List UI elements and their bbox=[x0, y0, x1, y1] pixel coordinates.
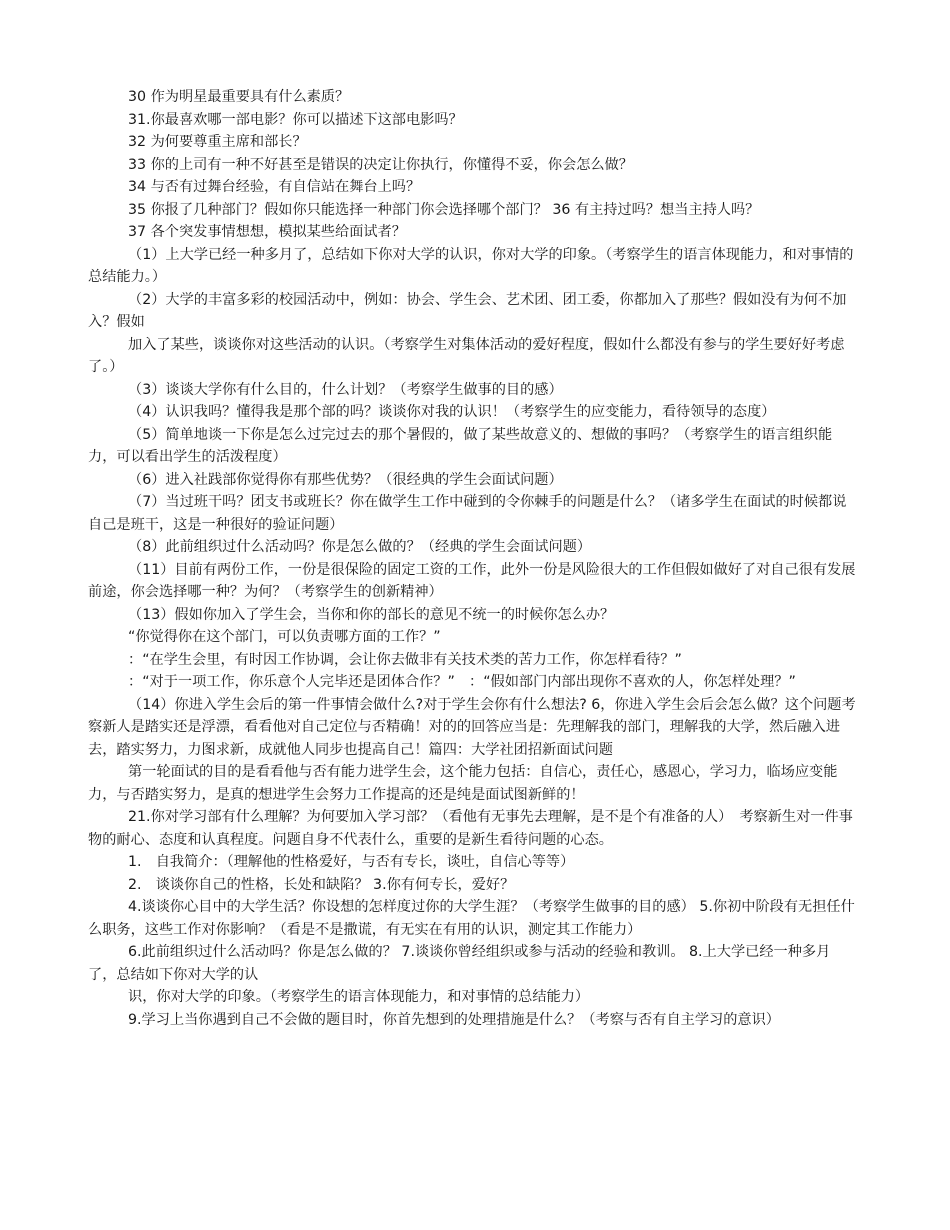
paragraph-31: 31.你最喜欢哪一部电影？你可以描述下这部电影吗？ bbox=[128, 111, 463, 128]
paragraph-21: 21.你对学习部有什么理解？为何要加入学习部？（看他有无事先去理解，是不是个有准备的人） 考察新生对一件事物的耐心、态度和认真程度。问题自身不代表什么，重要的是新生看待问题的心态。 bbox=[88, 809, 853, 848]
paragraph-item-11: （11）目前有两份工作，一份是很保险的固定工资的工作，此外一份是风险很大的工作但假如做好了对自己很有发展前途，你会选择哪一种？为何？（考察学生的创新精神） bbox=[88, 561, 856, 600]
paragraph-30: 30 作为明星最重要具有什么素质？ bbox=[128, 89, 350, 105]
paragraph-list-9: 9.学习上当你遇到自己不会做的题目时，你首先想到的处理措施是什么？（考察与否有自主学习的意识） bbox=[128, 1011, 780, 1028]
paragraph-item-2-cont: 加入了某些，谈谈你对这些活动的认识。（考察学生对集体活动的爱好程度，假如什么都没有参与的学生要好好考虑了。） bbox=[88, 336, 845, 375]
paragraph-list-4: 4.谈谈你心目中的大学生活？你设想的怎样度过你的大学生涯？（考察学生做事的目的感） 5.你初中阶段有无担任什么职务，这些工作对你影响？（看是不是撒谎，有无实在有用的认识，测定其工作能力） bbox=[88, 899, 855, 938]
paragraph-item-1: （1）上大学已经一种多月了，总结如下你对大学的认识，你对大学的印象。（考察学生的语言体现能力，和对事情的总结能力。） bbox=[88, 246, 854, 285]
paragraph-first-round: 第一轮面试的目的是看看他与否有能力进学生会，这个能力包括：自信心，责任心，感恩心，学习力，临场应变能力，与否踏实努力，是真的想进学生会努力工作提高的还是纯是面试图新鲜的！ bbox=[88, 764, 838, 803]
document-body bbox=[88, 86, 858, 1031]
paragraph-item-4: （4）认识我吗？懂得我是那个部的吗？谈谈你对我的认识！（考察学生的应变能力，看待领导的态度） bbox=[128, 404, 776, 420]
paragraph-item-6: （6）进入社践部你觉得你有那些优势？（很经典的学生会面试问题） bbox=[128, 471, 563, 488]
paragraph-item-13: （13）假如你加入了学生会，当你和你的部长的意见不统一的时候你怎么办？ bbox=[128, 606, 615, 623]
paragraph-item-2: （2）大学的丰富多彩的校园活动中，例如：协会、学生会、艺术团、团工委，你都加入了那些？假如没有为何不加入？假如 bbox=[88, 291, 847, 330]
paragraph-34: 34 与否有过舞台经验，有自信站在舞台上吗？ bbox=[128, 179, 421, 195]
paragraph-list-6: 6.此前组织过什么活动吗？你是怎么做的？ 7.谈谈你曾经组织或参与活动的经验和教训。 8.上大学已经一种多月了，总结如下你对大学的认 bbox=[88, 944, 831, 983]
paragraph-list-1: 1. 自我简介：（理解他的性格爱好，与否有专长，谈吐，自信心等等） bbox=[128, 854, 575, 870]
paragraph-list-6-cont: 识，你对大学的印象。（考察学生的语言体现能力，和对事情的总结能力） bbox=[128, 989, 590, 1005]
paragraph-35: 35 你报了几种部门？假如你只能选择一种部门你会选择哪个部门？ 36 有主持过吗？想当主持人吗？ bbox=[128, 201, 760, 218]
paragraph-quote-1: “你觉得你在这个部门，可以负责哪方面的工作？” bbox=[128, 629, 441, 645]
paragraph-quote-2: ：“在学生会里，有时因工作协调，会让你去做非有关技术类的苦力工作，你怎样看待？” bbox=[128, 651, 682, 668]
paragraph-item-5: （5）简单地谈一下你是怎么过完过去的那个暑假的，做了某些故意义的、想做的事吗？（考察学生的语言组织能力，可以看出学生的活泼程度） bbox=[88, 426, 833, 465]
paragraph-37: 37 各个突发事情想想，模拟某些给面试者？ bbox=[128, 224, 406, 240]
paragraph-item-14: （14）你进入学生会后的第一件事情会做什么?对于学生会你有什么想法? 6，你进入学生会后会怎么做？这个问题考察新人是踏实还是浮漂，看看他对自己定位与否精确！对的的回答应当是：先理解我的部门，理解我的大学，然后融入进去，踏实努力，力图求新，成就他人同步也提高自己！篇四：大学社团招新面试问题 bbox=[88, 696, 856, 758]
paragraph-item-7: （7）当过班干吗？团支书或班长？你在做学生工作中碰到的令你棘手的问题是什么？（诸多学生在面试的时候都说自己是班干，这是一种很好的验证问题） bbox=[88, 494, 847, 533]
paragraph-quote-3: ：“对于一项工作，你乐意个人完毕还是团体合作？” ：“假如部门内部出现你不喜欢的人，你怎样处理？” bbox=[128, 674, 796, 690]
paragraph-item-8: （8）此前组织过什么活动吗？你是怎么做的？（经典的学生会面试问题） bbox=[128, 539, 592, 555]
paragraph-32: 32 为何要尊重主席和部长？ bbox=[128, 134, 307, 150]
paragraph-list-2: 2. 谈谈你自己的性格，长处和缺陷？ 3.你有何专长，爱好？ bbox=[128, 876, 515, 893]
paragraph-item-3: （3）谈谈大学你有什么目的，什么计划？（考察学生做事的目的感） bbox=[128, 381, 563, 398]
paragraph-33: 33 你的上司有一种不好甚至是错误的决定让你执行，你懂得不妥，你会怎么做？ bbox=[128, 156, 633, 173]
